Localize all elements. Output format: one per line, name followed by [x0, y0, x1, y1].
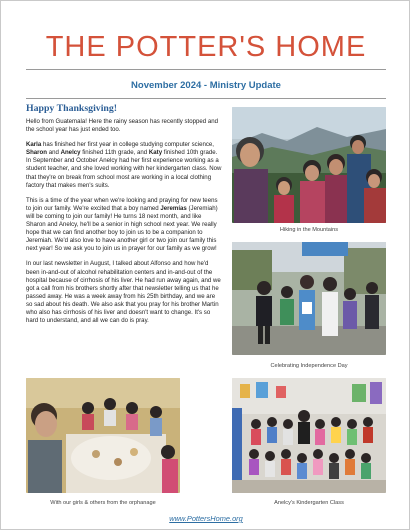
article-heading: Happy Thanksgiving! [26, 103, 118, 114]
article-column [26, 103, 222, 332]
name-sharon: Sharon [26, 149, 47, 157]
newsletter-title: THE POTTER'S HOME [45, 31, 367, 63]
caption-kindergarten-class: Anelcy's Kindergarten Class [274, 500, 344, 506]
caption-hiking-mountains: Hiking in the Mountains [279, 227, 339, 233]
photo-orphanage [26, 378, 180, 493]
name-karla: Karla [26, 141, 42, 149]
footer-website[interactable] [1, 514, 410, 523]
caption-independence-day: Celebrating Independence Day [270, 363, 348, 369]
title-divider-bottom [26, 98, 386, 99]
photo-kindergarten-class [232, 378, 386, 493]
name-anelcy: Anelcy [60, 149, 81, 157]
name-jeremias: Jeremías [160, 204, 187, 212]
title-divider-top [26, 69, 386, 70]
paragraph-new-teens: This is a time of the year when we're looking and praying for new teens to join our family. We're excited that a boy named Jeremías (Jeremiah) will be coming to join our family! He turns 18 next month, and like Sharon and Anelcy, he'll be a senior in high school next year. We really hope that we can find another boy to join us to be a companion to Jeremiah. We'd also love to have another girl or two join our family this next year! So we ask you to join us in prayer for our family as we grow! [26, 196, 218, 253]
photo-hiking-mountains [232, 107, 386, 223]
paragraph-school: Karla has finished her first year in college studying computer science, Sharon and Anelcy finished 11th grade, and Katy finished 10th grade. In September and October Anelcy had her first experience working as a student teacher, and she loved working with her kindergarten class. Now that they're on break from school most are working in a local clothing factory that makes men's suits. [26, 141, 222, 189]
paragraph-intro: Hello from Guatemala! Here the rainy season has recently stopped and the school year has just ended too. [26, 118, 219, 134]
caption-orphanage: With our girls & others from the orphanage [50, 500, 156, 506]
newsletter-subtitle: November 2024 - Ministry Update [131, 80, 281, 91]
photo-independence-day [232, 242, 386, 355]
website-link[interactable]: www.PottersHome.org [169, 514, 243, 523]
name-katy: Katy [148, 149, 163, 157]
paragraph-alfonso: In our last newsletter in August, I talked about Alfonso and how he'd been in-and-out of alcohol rehabilitation centers and in-and-out of the hospital because of cirrhosis of his liver. He had run away again, and we got a call from his brothers shortly after that newsletter telling us that he passed away. He was a week away from his 25th birthday, and we are so sad about his death. We also ask that you pray for his brother Martin who also has cirrhosis of his liver and doesn't want to change. It's so hard to understand, and all we can do is pray. [26, 260, 221, 325]
